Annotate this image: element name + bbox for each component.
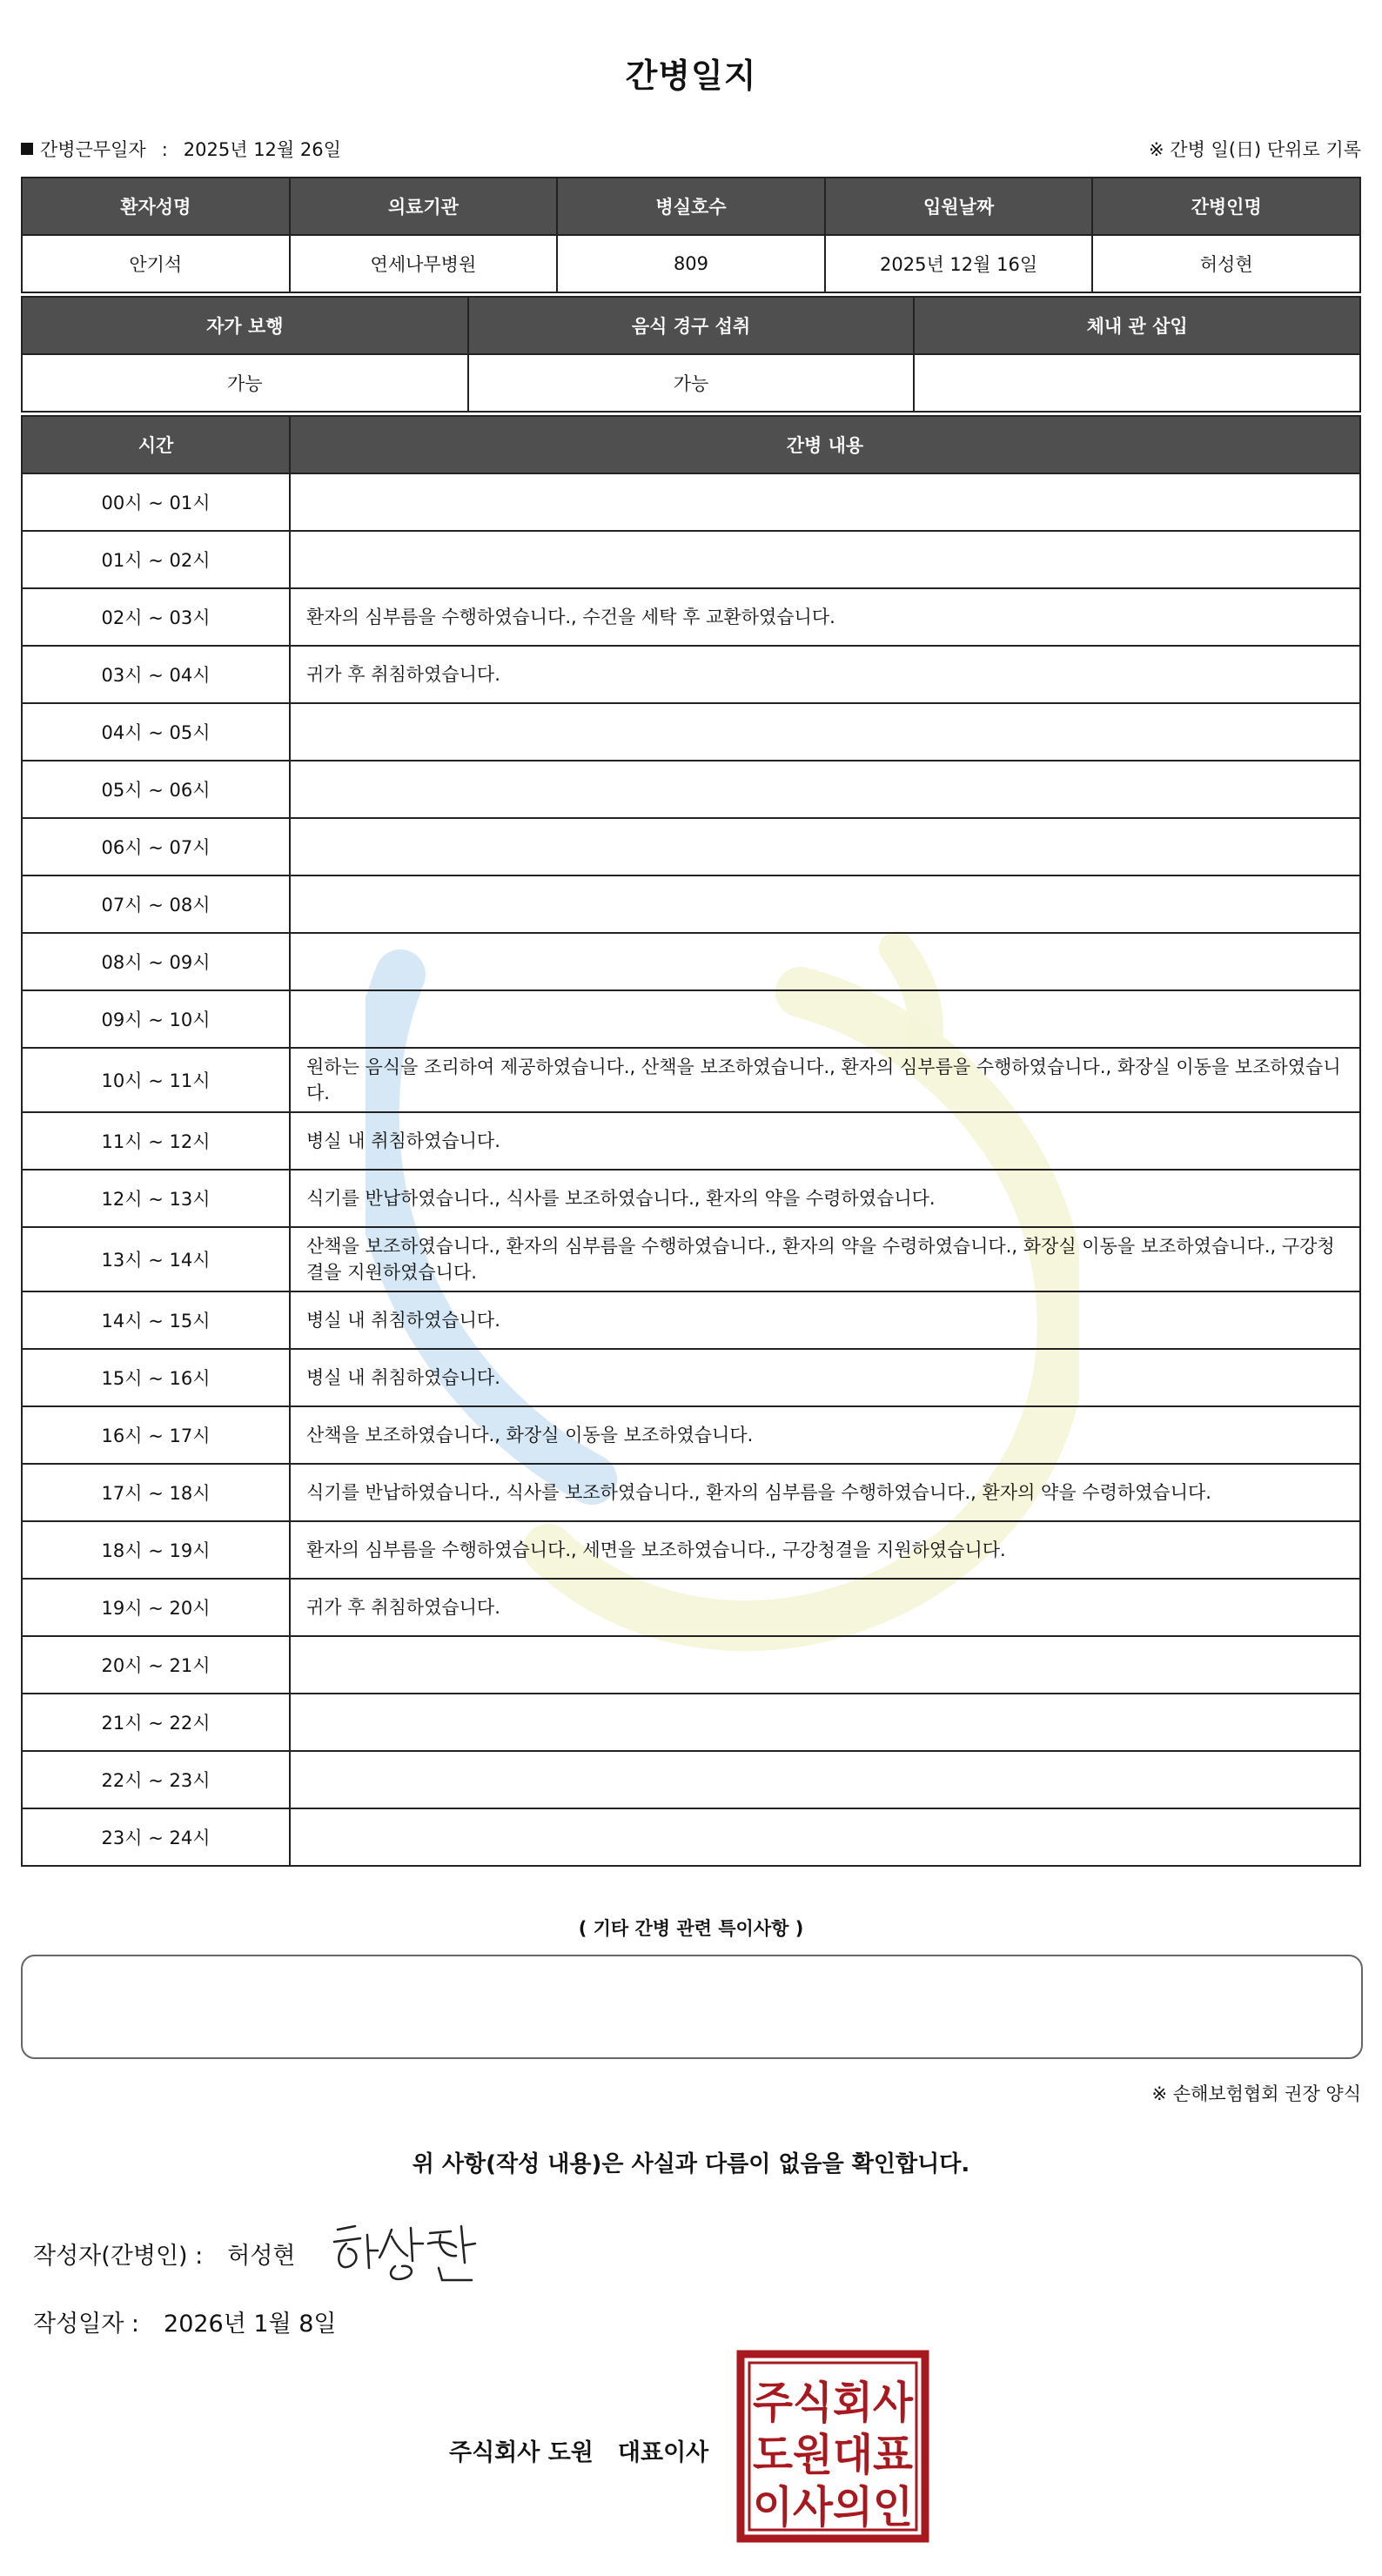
log-time: 04시 ~ 05시: [22, 703, 290, 761]
info-header-row: [22, 178, 1360, 235]
work-date-line: [21, 136, 1361, 162]
self-walking-value: 가능: [22, 354, 468, 412]
log-time: 06시 ~ 07시: [22, 818, 290, 875]
hospital-name: 연세나무병원: [290, 235, 558, 292]
work-date-value: 2025년 12월 26일: [183, 139, 341, 160]
log-content: [290, 1694, 1360, 1751]
log-row: [22, 1170, 1360, 1227]
log-row: [22, 1048, 1360, 1112]
log-time: 09시 ~ 10시: [22, 990, 290, 1048]
log-header-row: [22, 416, 1360, 473]
log-content: 원하는 음식을 조리하여 제공하였습니다., 산책을 보조하였습니다., 환자의 심부름을 수행하였습니다., 화장실 이동을 보조하였습니다.: [290, 1048, 1360, 1112]
writer-label: 작성자(간병인) :: [33, 2243, 204, 2270]
log-row: [22, 1112, 1360, 1170]
log-content: [290, 990, 1360, 1048]
log-time: 10시 ~ 11시: [22, 1048, 290, 1112]
condition-value-row: [22, 354, 1360, 412]
room-number: 809: [557, 235, 825, 292]
log-content: [290, 531, 1360, 588]
info-value-row: [22, 235, 1360, 292]
write-date-label: 작성일자 :: [33, 2311, 140, 2338]
log-row: [22, 1579, 1360, 1636]
work-date: [21, 136, 341, 162]
log-content: 귀가 후 취침하였습니다.: [290, 1579, 1360, 1636]
work-date-sep: :: [161, 139, 168, 160]
log-row: [22, 990, 1360, 1048]
patient-info-table: [21, 177, 1361, 293]
log-row: [22, 473, 1360, 531]
log-content: [290, 473, 1360, 531]
log-row: [22, 761, 1360, 818]
log-time: 14시 ~ 15시: [22, 1291, 290, 1349]
log-content: [290, 1636, 1360, 1694]
log-row: [22, 1751, 1360, 1808]
stamp-line-1: 주식회사: [753, 2378, 914, 2428]
log-content: 병실 내 취침하였습니다.: [290, 1112, 1360, 1170]
log-time: 01시 ~ 02시: [22, 531, 290, 588]
log-row: [22, 646, 1360, 703]
write-date-value: 2026년 1월 8일: [164, 2311, 337, 2338]
log-content: 환자의 심부름을 수행하였습니다., 수건을 세탁 후 교환하였습니다.: [290, 588, 1360, 646]
patient-name: 안기석: [22, 235, 290, 292]
log-row: [22, 1808, 1360, 1866]
log-content: 병실 내 취침하였습니다.: [290, 1349, 1360, 1406]
log-time: 21시 ~ 22시: [22, 1694, 290, 1751]
log-content: [290, 875, 1360, 933]
etc-notes-content: [23, 1956, 1361, 1988]
log-content: 식기를 반납하였습니다., 식사를 보조하였습니다., 환자의 심부름을 수행하였습니다., 환자의 약을 수령하였습니다.: [290, 1464, 1360, 1521]
tube-insertion-value: [914, 354, 1360, 412]
header-self-walking: 자가 보행: [22, 297, 468, 354]
header-caregiver-name: 간병인명: [1092, 178, 1360, 235]
log-time: 02시 ~ 03시: [22, 588, 290, 646]
log-row: [22, 1227, 1360, 1291]
admission-date: 2025년 12월 16일: [825, 235, 1093, 292]
etc-notes-label: ( 기타 간병 관련 특이사항 ): [578, 1918, 804, 1939]
log-content: 병실 내 취침하였습니다.: [290, 1291, 1360, 1349]
log-content: 산책을 보조하였습니다., 화장실 이동을 보조하였습니다.: [290, 1406, 1360, 1464]
work-date-label: 간병근무일자: [40, 139, 146, 160]
company-title: 대표이사: [617, 2439, 709, 2466]
stamp-line-3: 이사의인: [753, 2482, 913, 2532]
log-content: [290, 703, 1360, 761]
log-row: [22, 703, 1360, 761]
log-time: 16시 ~ 17시: [22, 1406, 290, 1464]
log-content: 식기를 반납하였습니다., 식사를 보조하였습니다., 환자의 약을 수령하였습니다.: [290, 1170, 1360, 1227]
record-unit-note: ※ 간병 일(日) 단위로 기록: [1149, 139, 1361, 160]
log-row: [22, 933, 1360, 990]
log-time: 22시 ~ 23시: [22, 1751, 290, 1808]
log-time: 05시 ~ 06시: [22, 761, 290, 818]
log-row: [22, 1406, 1360, 1464]
handwritten-signature: [325, 2217, 482, 2287]
log-row: [22, 875, 1360, 933]
header-room-number: 병실호수: [557, 178, 825, 235]
header-oral-intake: 음식 경구 섭취: [468, 297, 915, 354]
log-content: [290, 818, 1360, 875]
etc-notes-box: [21, 1955, 1363, 2059]
stamp-line-2: 도원대표: [753, 2430, 914, 2480]
confirm-statement: 위 사항(작성 내용)은 사실과 다름이 없음을 확인합니다.: [412, 2151, 970, 2177]
log-content: [290, 761, 1360, 818]
log-row: [22, 1464, 1360, 1521]
log-time: 15시 ~ 16시: [22, 1349, 290, 1406]
log-content: 귀가 후 취침하였습니다.: [290, 646, 1360, 703]
company-name: 주식회사 도원: [449, 2439, 594, 2466]
log-row: [22, 1694, 1360, 1751]
log-time: 17시 ~ 18시: [22, 1464, 290, 1521]
log-time: 12시 ~ 13시: [22, 1170, 290, 1227]
company-line: [449, 2433, 708, 2467]
log-time: 20시 ~ 21시: [22, 1636, 290, 1694]
log-row: [22, 1521, 1360, 1579]
company-seal-stamp: [736, 2350, 929, 2543]
condition-header-row: [22, 297, 1360, 354]
log-time: 18시 ~ 19시: [22, 1521, 290, 1579]
log-content: [290, 933, 1360, 990]
log-content: [290, 1808, 1360, 1866]
log-time: 07시 ~ 08시: [22, 875, 290, 933]
page-title: 간병일지: [625, 57, 757, 95]
log-row: [22, 1291, 1360, 1349]
log-row: [22, 818, 1360, 875]
header-hospital: 의료기관: [290, 178, 558, 235]
header-time: 시간: [22, 416, 290, 473]
square-bullet-icon: [21, 143, 33, 155]
log-row: [22, 531, 1360, 588]
insurance-notice: ※ 손해보험협회 권장 양식: [1151, 2083, 1361, 2104]
write-date-line: [33, 2304, 337, 2338]
log-content: 산책을 보조하였습니다., 환자의 심부름을 수행하였습니다., 환자의 약을 수령하였습니다., 화장실 이동을 보조하였습니다., 구강청결을 지원하였습니다.: [290, 1227, 1360, 1291]
care-log-table: [21, 415, 1361, 1867]
header-patient-name: 환자성명: [22, 178, 290, 235]
patient-condition-table: [21, 296, 1361, 413]
log-content: [290, 1751, 1360, 1808]
caregiver-name: 허성현: [1092, 235, 1360, 292]
header-admission-date: 입원날짜: [825, 178, 1093, 235]
log-time: 00시 ~ 01시: [22, 473, 290, 531]
writer-line: [33, 2237, 296, 2271]
writer-name: 허성현: [227, 2243, 296, 2270]
log-row: [22, 1636, 1360, 1694]
log-time: 23시 ~ 24시: [22, 1808, 290, 1866]
log-content: 환자의 심부름을 수행하였습니다., 세면을 보조하였습니다., 구강청결을 지원하였습니다.: [290, 1521, 1360, 1579]
log-time: 13시 ~ 14시: [22, 1227, 290, 1291]
oral-intake-value: 가능: [468, 354, 915, 412]
log-time: 11시 ~ 12시: [22, 1112, 290, 1170]
log-time: 03시 ~ 04시: [22, 646, 290, 703]
log-time: 19시 ~ 20시: [22, 1579, 290, 1636]
header-care-content: 간병 내용: [290, 416, 1360, 473]
header-tube-insertion: 체내 관 삽입: [914, 297, 1360, 354]
log-time: 08시 ~ 09시: [22, 933, 290, 990]
log-row: [22, 1349, 1360, 1406]
log-row: [22, 588, 1360, 646]
